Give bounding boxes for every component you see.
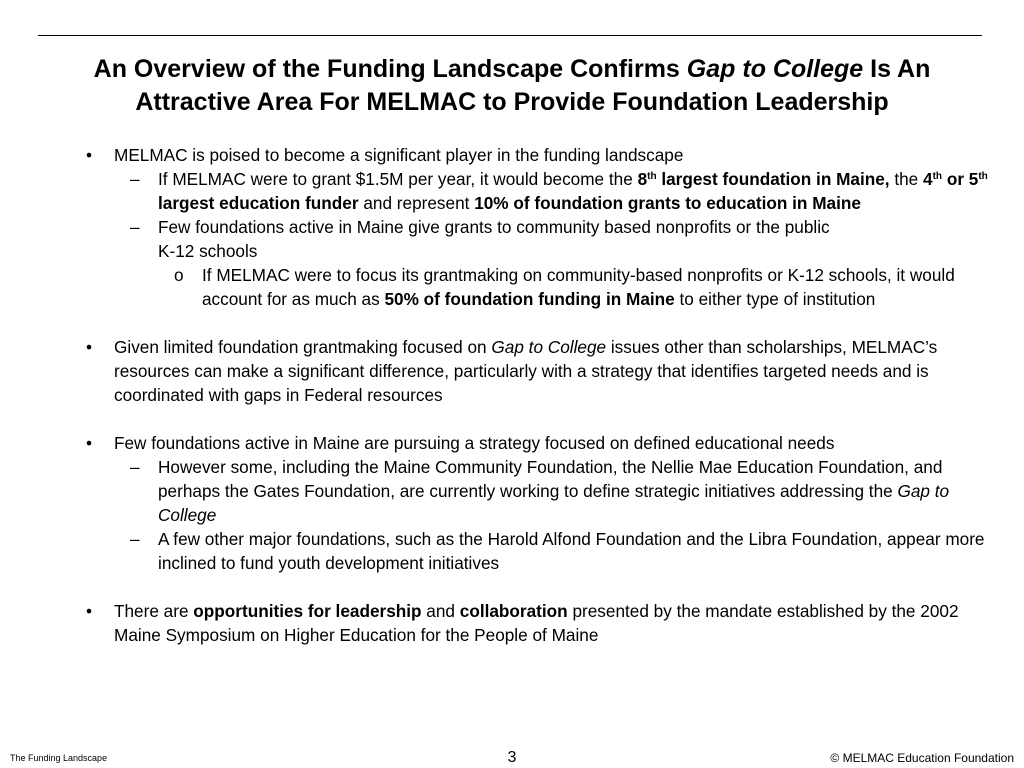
bullet-4	[86, 599, 996, 647]
sub-text: the	[889, 169, 924, 189]
slide-title	[20, 53, 1004, 119]
bullet-text: presented by the mandate established by the 2002 Maine Symposium on Higher Education for the People of Maine	[114, 601, 959, 645]
bullet-1-sub-2-item-1	[174, 263, 996, 311]
italic-text: Gap to College	[158, 481, 950, 525]
sub-text-line-2: K-12 schools	[158, 241, 258, 261]
item-text: to either type of institution	[674, 289, 876, 309]
footer-copyright: © MELMAC Education Foundation	[830, 751, 1014, 765]
bullet-text: There are	[114, 601, 194, 621]
sub-text-line-1: Few foundations active in Maine give grants to community based nonprofits or the public	[158, 217, 830, 237]
bold-text: or 5	[942, 169, 979, 189]
bold-text: 50% of foundation funding in Maine	[384, 289, 675, 309]
title-italic-gap-to-college: Gap to College	[686, 55, 864, 83]
sub-text: However some, including the Maine Community Foundation, the Nellie Mae Education Foundation, and perhaps the Gates Foundation, are currently working to define strategic initiatives addressing the	[158, 457, 943, 501]
title-line-1	[20, 53, 1004, 86]
bold-text: 4	[923, 169, 933, 189]
bullet-1-sub-2	[130, 215, 996, 263]
dash-marker: –	[130, 217, 140, 237]
bullet-text: and	[421, 601, 460, 621]
header-rule	[38, 35, 982, 36]
bold-text: collaboration	[459, 601, 568, 621]
bullet-marker: •	[86, 433, 93, 453]
title-line-2: Attractive Area For MELMAC to Provide Foundation Leadership	[135, 88, 889, 116]
bullet-marker: •	[86, 145, 93, 165]
bold-text: 8	[637, 169, 648, 189]
bullet-1-sub-1	[130, 167, 996, 215]
bullet-3	[86, 431, 996, 455]
bold-text: 10% of foundation grants to education in Maine	[474, 193, 861, 213]
bullet-text: Given limited foundation grantmaking focused on	[114, 337, 492, 357]
bold-text: largest education funder	[158, 193, 359, 213]
footer-section-label: The Funding Landscape	[10, 753, 108, 763]
item-text: If MELMAC were to focus its grantmaking on community-based nonprofits or K-12 schools, it would account for as much as	[202, 265, 955, 309]
bullet-text: Few foundations active in Maine are pursuing a strategy focused on defined educational needs	[114, 433, 835, 453]
bullet-2	[86, 335, 996, 407]
page-number: 3	[507, 749, 517, 766]
bullet-3-sub-1	[130, 455, 996, 527]
dash-marker: –	[130, 457, 140, 477]
superscript: th	[647, 171, 657, 182]
o-marker: o	[174, 265, 184, 285]
sub-text: A few other major foundations, such as the Harold Alfond Foundation and the Libra Foundation, appear more inclined to fund youth development initiatives	[158, 529, 985, 573]
superscript: th	[932, 171, 943, 182]
bullet-marker: •	[86, 601, 93, 621]
italic-text: Gap to College	[491, 337, 607, 357]
slide-content	[86, 143, 996, 647]
bullet-1-text: MELMAC is poised to become a significant player in the funding landscape	[114, 145, 684, 165]
superscript: th	[978, 171, 988, 182]
dash-marker: –	[130, 529, 140, 549]
bold-text: opportunities for leadership	[193, 601, 422, 621]
title-text-a: An Overview of the Funding Landscape Confirms	[93, 55, 687, 83]
sub-text: and represent	[358, 193, 475, 213]
bullet-marker: •	[86, 337, 93, 357]
bullet-1	[86, 143, 996, 167]
sub-text: If MELMAC were to grant $1.5M per year, it would become the	[158, 169, 638, 189]
bullet-3-sub-2	[130, 527, 996, 575]
bold-text: largest foundation in Maine,	[656, 169, 890, 189]
bullet-text: issues other than scholarships, MELMAC’s resources can make a significant difference, particularly with a strategy that identifies targeted needs and is coordinated with gaps in Federal resources	[114, 337, 938, 405]
title-text-b: Is An	[863, 55, 931, 83]
dash-marker: –	[130, 169, 140, 189]
